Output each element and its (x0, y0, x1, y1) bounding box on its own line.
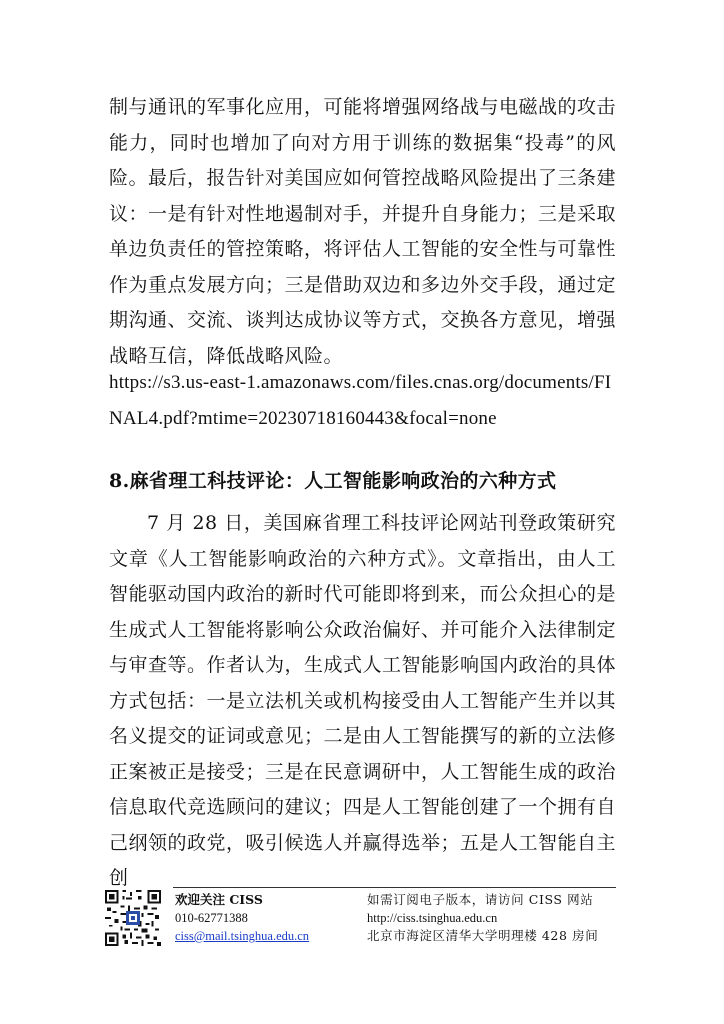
footer-website-link[interactable]: http://ciss.tsinghua.edu.cn (367, 911, 498, 925)
body-paragraph-continued: 制与通讯的军事化应用，可能将增强网络战与电磁战的攻击能力，同时也增加了向对方用于训练的数据集“投毒”的风险。最后，报告针对美国应如何管控战略风险提出了三条建议：一是有针对性地遏制对手，并提升自身能力；三是采取单边负责任的管控策略，将评估人工智能的安全性与可靠性作为重点发展方向；三是借助双边和多边外交手段，通过定期沟通、交流、谈判达成协议等方式，交换各方意见，增强战略互信，降低战略风险。 (109, 96, 617, 367)
page-footer (105, 884, 620, 954)
qr-code-icon (105, 890, 161, 946)
footer-phone: 010-62771388 (175, 911, 248, 925)
footer-subscribe-note: 如需订阅电子版本，请访问 CISS 网站 (367, 892, 594, 907)
footer-divider (173, 887, 616, 888)
section-heading: 8.麻省理工科技评论：人工智能影响政治的六种方式 (109, 470, 557, 492)
footer-address: 北京市海淀区清华大学明理楼 428 房间 (367, 928, 599, 943)
section-paragraph: 7 月 28 日，美国麻省理工科技评论网站刊登政策研究文章《人工智能影响政治的六种方式》。文章指出，由人工智能驱动国内政治的新时代可能即将到来，而公众担心的是生成式人工智能将影响公众政治偏好、并可能介入法律制定与审查等。作者认为，生成式人工智能影响国内政治的具体方式包括：一是立法机关或机构接受由人工智能产生并以其名义提交的证词或意见；二是由人工智能撰写的新的立法修正案被正是接受；三是在民意调研中，人工智能生成的政治信息取代竞选顾问的建议；四是人工智能创建了一个拥有自己纲领的政党，吸引候选人并赢得选举；五是人工智能自主创 (109, 512, 617, 889)
source-url-link[interactable]: https://s3.us-east-1.amazonaws.com/files.cnas.org/documents/FINAL4.pdf?mtime=20230718160443&focal=none (109, 372, 612, 429)
footer-follow-label: 欢迎关注 CISS (175, 892, 263, 907)
footer-email-link[interactable]: ciss@mail.tsinghua.edu.cn (175, 929, 310, 943)
